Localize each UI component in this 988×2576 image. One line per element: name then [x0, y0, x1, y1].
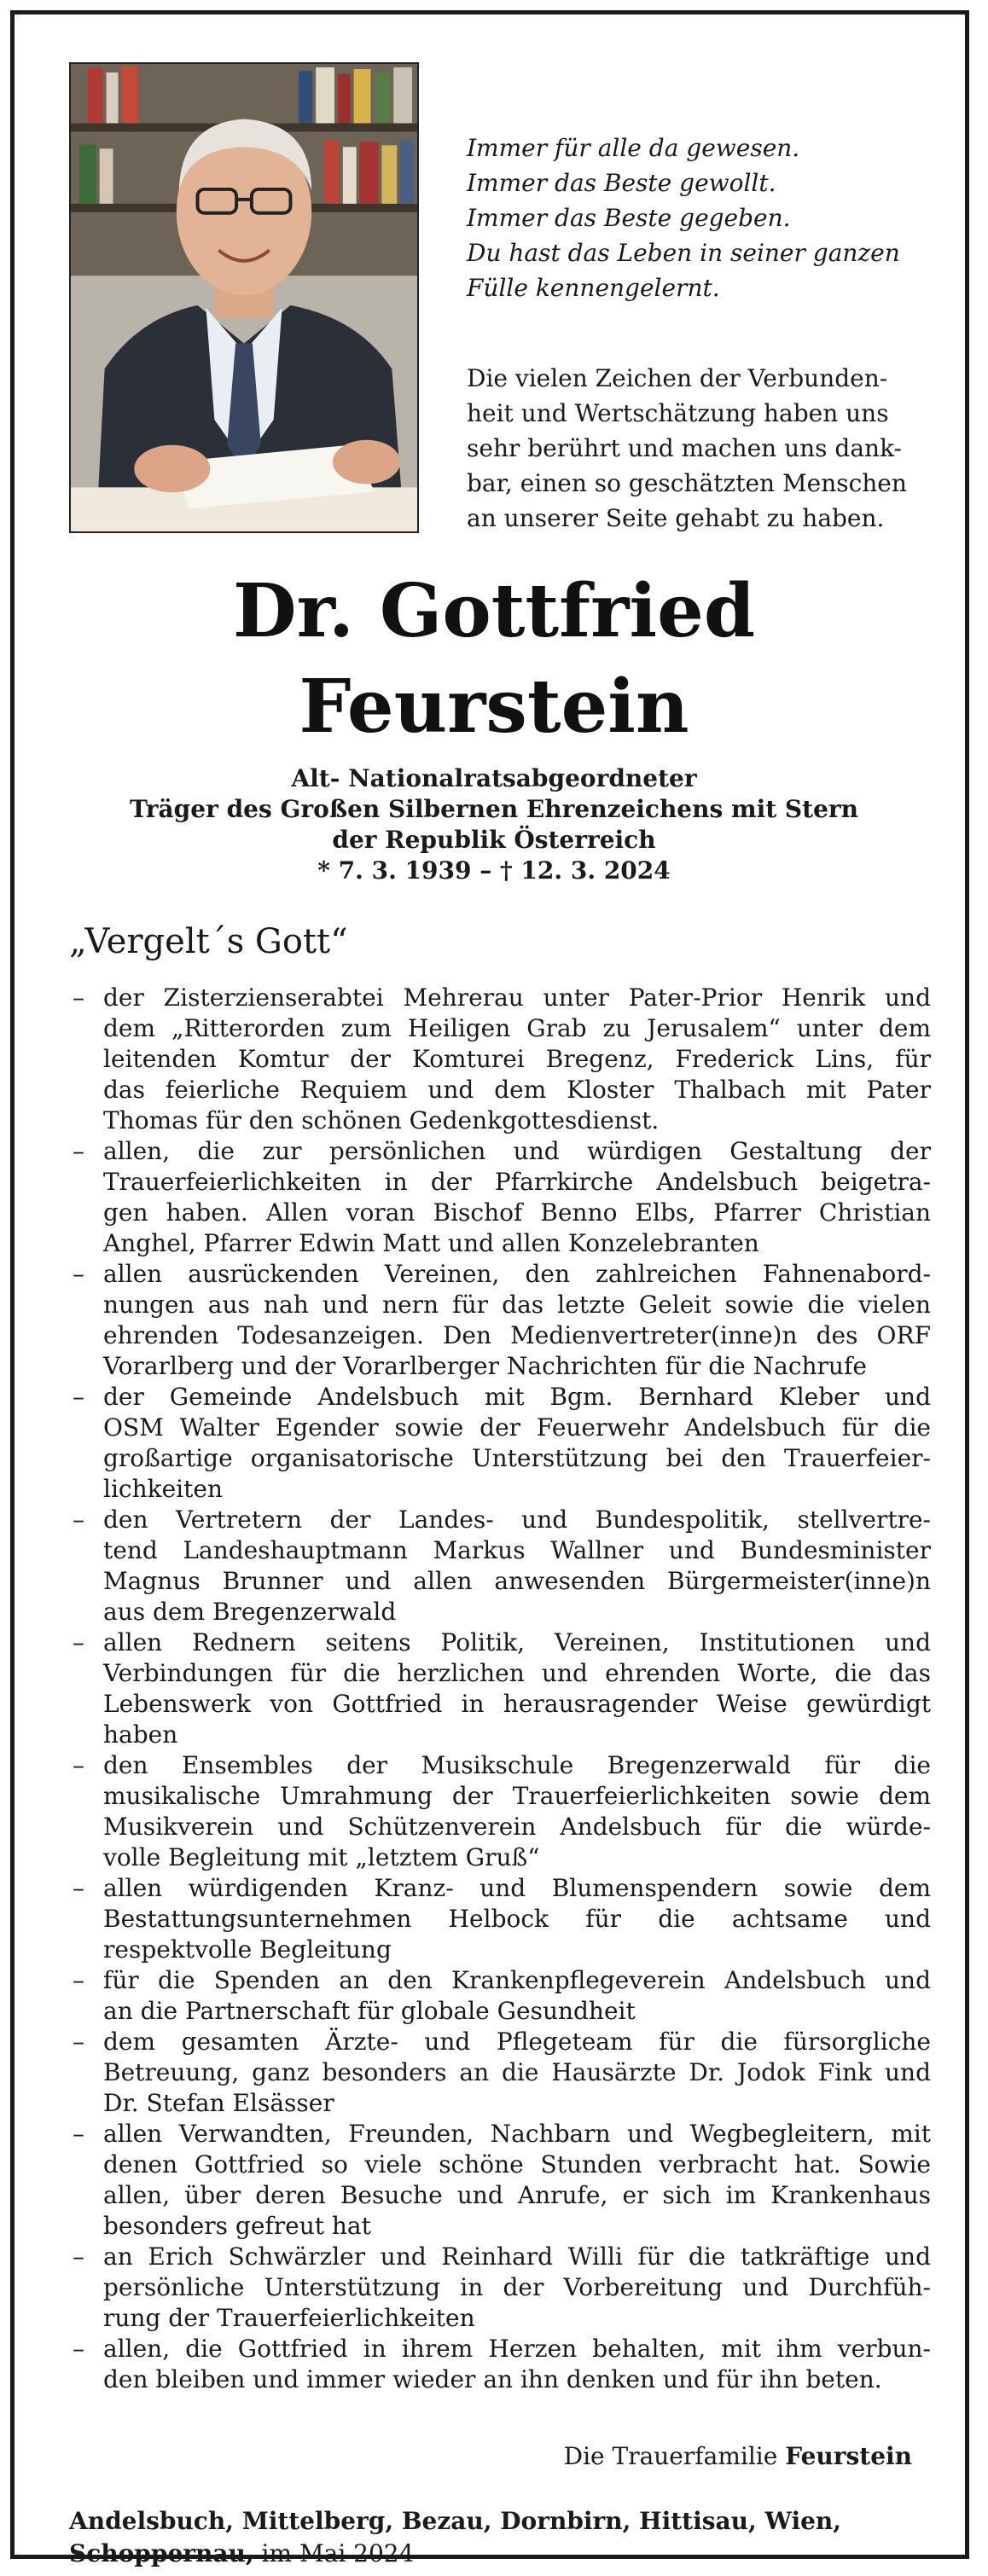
- list-item-line: der Gemeinde Andelsbuch mit Bgm. Bernhard Kleber und: [103, 1383, 931, 1411]
- list-item-line: an die Partnerschaft für globale Gesundheit: [103, 1997, 636, 2025]
- list-dash: –: [73, 2120, 84, 2148]
- deceased-name-last: Feurstein: [299, 664, 689, 750]
- list-item-line: dem „Ritterorden zum Heiligen Grab zu Jerusalem“ unter dem: [103, 1014, 931, 1042]
- list-item-line: haben: [103, 1720, 178, 1749]
- list-dash: –: [73, 983, 84, 1012]
- list-item-line: lichkeiten: [103, 1475, 223, 1503]
- list-item-line: Verbindungen für die herzlichen und ehrenden Worte, die das: [103, 1659, 931, 1687]
- poem-line: Immer für alle da gewesen.: [467, 134, 800, 162]
- intro-line: heit und Wertschätzung haben uns: [467, 399, 889, 427]
- list-item-line: leitenden Komtur der Komturei Bregenz, Frederick Lins, für: [103, 1045, 931, 1073]
- list-item: [69, 2334, 931, 2395]
- intro-line: Die vielen Zeichen der Verbunden-: [467, 364, 888, 392]
- list-item: [69, 1750, 931, 1873]
- list-item-line: allen, die Gottfried in ihrem Herzen behalten, mit ihm verbun-: [103, 2335, 931, 2363]
- list-item-line: ehrenden Todesanzeigen. Den Medienvertreter(inne)n des ORF: [103, 1321, 931, 1349]
- list-item-line: respektvolle Begleitung: [103, 1935, 392, 1964]
- list-dash: –: [73, 2028, 84, 2056]
- list-item: [69, 1505, 931, 1627]
- places-and-date: [69, 2505, 931, 2570]
- list-item-line: tend Landeshauptmann Markus Wallner und Bundesminister: [103, 1536, 931, 1564]
- list-item: [69, 1873, 931, 1965]
- list-item-line: allen Rednern seitens Politik, Vereinen, Institutionen und: [103, 1628, 931, 1656]
- list-dash: –: [73, 1628, 84, 1656]
- life-dates: * 7. 3. 1939 – † 12. 3. 2024: [317, 856, 671, 885]
- list-item: [69, 1259, 931, 1382]
- portrait-photo: [69, 62, 419, 533]
- list-item-line: besonders gefreut hat: [103, 2212, 371, 2240]
- list-item-line: für die Spenden an den Krankenpflegeverein Andelsbuch und: [103, 1966, 931, 1994]
- list-dash: –: [73, 2335, 84, 2363]
- title-line: Träger des Großen Silbernen Ehrenzeichens mit Stern: [129, 795, 859, 823]
- list-dash: –: [73, 1260, 84, 1288]
- list-dash: –: [73, 1506, 84, 1534]
- list-item-line: nungen aus nah und nern für das letzte Geleit sowie die vielen: [103, 1291, 931, 1319]
- list-dash: –: [73, 2242, 84, 2271]
- thanks-list: [69, 983, 931, 2395]
- poem: [467, 131, 944, 305]
- list-item-line: Lebenswerk von Gottfried in herausragender Weise gewürdigt: [103, 1690, 931, 1718]
- list-dash: –: [73, 1383, 84, 1411]
- list-item-line: rung der Trauerfeierlichkeiten: [103, 2304, 475, 2332]
- list-item-line: gen haben. Allen voran Bischof Benno Elbs, Pfarrer Christian: [103, 1198, 931, 1227]
- portrait-illustration: [71, 64, 417, 531]
- list-item-line: musikalische Umrahmung der Trauerfeierlichkeiten sowie dem: [103, 1782, 931, 1810]
- deceased-name-first: Dr. Gottfried: [233, 568, 755, 654]
- list-item-line: persönliche Unterstützung in der Vorbereitung und Durchfüh-: [103, 2273, 931, 2301]
- title-line: Alt- Nationalratsabgeordneter: [291, 764, 697, 792]
- list-item-line: den bleiben und immer wieder an ihn denken und für ihn beten.: [103, 2365, 882, 2393]
- signature: [564, 2441, 912, 2472]
- places-last: Schoppernau,: [69, 2539, 254, 2567]
- list-item: [69, 2027, 931, 2119]
- list-item: [69, 2119, 931, 2242]
- list-item-line: allen, über deren Besuche und Anrufe, er sich im Krankenhaus: [103, 2181, 931, 2209]
- intro-line: an unserer Seite gehabt zu haben.: [467, 504, 885, 532]
- poem-line: Du hast das Leben in seiner ganzen: [467, 239, 900, 267]
- title-line: der Republik Österreich: [332, 826, 656, 854]
- list-item-line: allen, die zur persönlichen und würdigen Gestaltung der: [103, 1137, 931, 1165]
- list-item-line: der Zisterzienserabtei Mehrerau unter Pater-Prior Henrik und: [103, 983, 931, 1012]
- list-item-line: großartige organisatorische Unterstützung bei den Trauerfeier-: [103, 1444, 931, 1472]
- list-item: [69, 2242, 931, 2334]
- list-item: [69, 1965, 931, 2027]
- list-item-line: Anghel, Pfarrer Edwin Matt und allen Konzelebranten: [103, 1229, 759, 1257]
- list-item-line: Dr. Stefan Elsässer: [103, 2089, 334, 2117]
- list-dash: –: [73, 1137, 84, 1165]
- obituary-frame: [10, 10, 969, 2567]
- list-item: [69, 1136, 931, 1259]
- intro-line: sehr berührt und machen uns dank-: [467, 434, 903, 462]
- list-item-line: OSM Walter Egender sowie der Feuerwehr Andelsbuch für die: [103, 1413, 931, 1442]
- poem-line: Immer das Beste gegeben.: [467, 204, 791, 232]
- list-item-line: Thomas für den schönen Gedenkgottesdienst.: [103, 1106, 660, 1134]
- list-item-line: allen würdigenden Kranz- und Blumenspendern sowie dem: [103, 1874, 931, 1902]
- list-item: [69, 1627, 931, 1750]
- list-item-line: aus dem Bregenzerwald: [103, 1598, 397, 1626]
- date-text: im Mai 2024: [261, 2539, 415, 2567]
- thanks-intro: [467, 361, 944, 536]
- list-item-line: allen Verwandten, Freunden, Nachbarn und Wegbegleitern, mit: [103, 2120, 931, 2148]
- places-line: Andelsbuch, Mittelberg, Bezau, Dornbirn, Hittisau, Wien,: [69, 2507, 842, 2535]
- list-item-line: volle Begleitung mit „letztem Gruß“: [103, 1843, 540, 1871]
- thanks-heading: „Vergelt´s Gott“: [69, 922, 348, 961]
- list-item-line: den Ensembles der Musikschule Bregenzerwald für die: [103, 1751, 931, 1779]
- list-item: [69, 1382, 931, 1505]
- list-item-line: Trauerfeierlichkeiten in der Pfarrkirche Andelsbuch beigetra-: [103, 1168, 931, 1196]
- list-item-line: allen ausrückenden Vereinen, den zahlreichen Fahnenabord-: [103, 1260, 931, 1288]
- list-item-line: dem gesamten Ärzte- und Pflegeteam für die fürsorgliche: [103, 2028, 931, 2056]
- signature-family: Feurstein: [785, 2442, 912, 2470]
- list-item-line: den Vertretern der Landes- und Bundespolitik, stellvertre-: [103, 1506, 931, 1534]
- list-item-line: Bestattungsunternehmen Helbock für die achtsame und: [103, 1905, 931, 1933]
- list-dash: –: [73, 1751, 84, 1779]
- list-dash: –: [73, 1966, 84, 1994]
- list-dash: –: [73, 1874, 84, 1902]
- places-line-2: [69, 2538, 931, 2570]
- list-item-line: Betreuung, ganz besonders an die Hausärzte Dr. Jodok Fink und: [103, 2058, 931, 2086]
- signature-prefix: Die Trauerfamilie: [563, 2442, 778, 2470]
- intro-line: bar, einen so geschätzten Menschen: [467, 469, 907, 497]
- honors-and-dates: [15, 763, 973, 886]
- poem-line: Fülle kennengelernt.: [467, 274, 720, 302]
- list-item-line: Magnus Brunner und allen anwesenden Bürgermeister(inne)n: [103, 1567, 931, 1595]
- list-item-line: Musikverein und Schützenverein Andelsbuch für die würde-: [103, 1813, 931, 1841]
- poem-line: Immer das Beste gewollt.: [467, 169, 776, 197]
- list-item-line: das feierliche Requiem und dem Kloster Thalbach mit Pater: [103, 1076, 931, 1104]
- list-item: [69, 983, 931, 1136]
- list-item-line: denen Gottfried so viele schöne Stunden verbracht hat. Sowie: [103, 2150, 931, 2179]
- list-item-line: Vorarlberg und der Vorarlberger Nachrichten für die Nachrufe: [103, 1352, 867, 1380]
- list-item-line: an Erich Schwärzler und Reinhard Willi für die tatkräftige und: [103, 2242, 931, 2271]
